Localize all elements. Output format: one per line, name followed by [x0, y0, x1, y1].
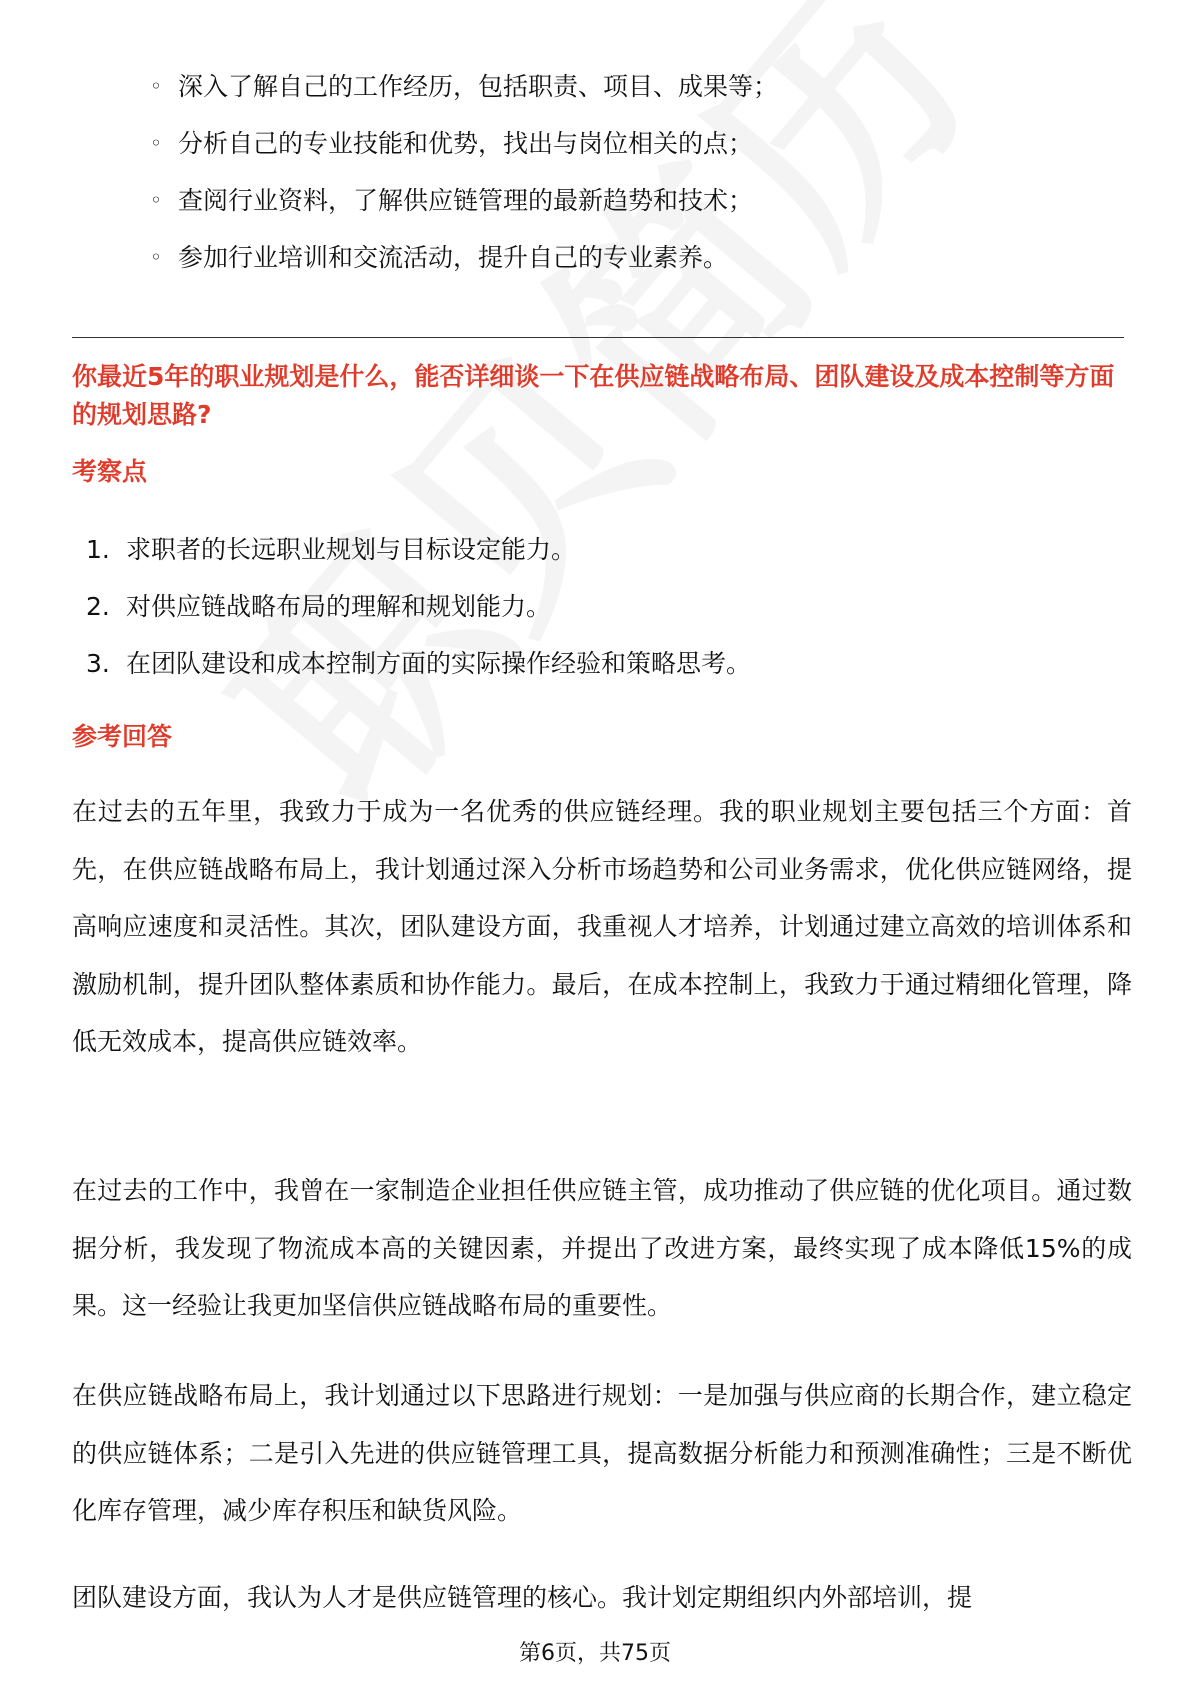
answer-paragraph: 在过去的工作中，我曾在一家制造企业担任供应链主管，成功推动了供应链的优化项目。通过数据分析，我发现了物流成本高的关键因素，并提出了改进方案，最终实现了成本降低15%的成果。这一经验让我更加坚信供应链战略布局的重要性。 [72, 1176, 1132, 1320]
bullet-item [150, 229, 778, 286]
focus-item-number: 2. [86, 592, 110, 621]
answer-paragraph: 在过去的五年里，我致力于成为一名优秀的供应链经理。我的职业规划主要包括三个方面：首先，在供应链战略布局上，我计划通过深入分析市场趋势和公司业务需求，优化供应链网络，提高响应速度和灵活性。其次，团队建设方面，我重视人才培养，计划通过建立高效的培训体系和激励机制，提升团队整体素质和协作能力。最后，在成本控制上，我致力于通过精细化管理，降低无效成本，提高供应链效率。 [72, 797, 1132, 1056]
bullet-item [150, 172, 778, 229]
answer-title: 参考回答 [72, 722, 173, 751]
focus-item-text: 求职者的长远职业规划与目标设定能力。 [126, 535, 577, 564]
focus-title: 考察点 [72, 457, 148, 486]
bullet-icon: ◦ [150, 245, 162, 269]
focus-item-number: 1. [86, 535, 110, 564]
question-heading: 你最近5年的职业规划是什么，能否详细谈一下在供应链战略布局、团队建设及成本控制等方面的规划思路? [72, 362, 1115, 429]
bullet-text: 分析自己的专业技能和优势，找出与岗位相关的点； [178, 129, 754, 158]
bullet-text: 深入了解自己的工作经历，包括职责、项目、成果等； [178, 72, 779, 101]
focus-item-text: 在团队建设和成本控制方面的实际操作经验和策略思考。 [126, 649, 752, 678]
focus-list [86, 521, 751, 692]
focus-item [86, 635, 751, 692]
focus-item [86, 521, 751, 578]
page-footer: 第6页，共75页 [519, 1641, 671, 1666]
bullet-item [150, 115, 778, 172]
bullet-icon: ◦ [150, 188, 162, 212]
section-divider [72, 337, 1124, 338]
focus-item-text: 对供应链战略布局的理解和规划能力。 [126, 592, 552, 621]
bullet-text: 参加行业培训和交流活动，提升自己的专业素养。 [178, 243, 729, 272]
bullet-list [150, 58, 778, 286]
bullet-text: 查阅行业资料，了解供应链管理的最新趋势和技术； [178, 186, 754, 215]
bullet-icon: ◦ [150, 74, 162, 98]
focus-item-number: 3. [86, 649, 110, 678]
focus-item [86, 578, 751, 635]
bullet-icon: ◦ [150, 131, 162, 155]
bullet-item [150, 58, 778, 115]
answer-paragraph: 在供应链战略布局上，我计划通过以下思路进行规划：一是加强与供应商的长期合作，建立稳定的供应链体系；二是引入先进的供应链管理工具，提高数据分析能力和预测准确性；三是不断优化库存管理，减少库存积压和缺货风险。 [72, 1381, 1132, 1525]
answer-paragraph: 团队建设方面，我认为人才是供应链管理的核心。我计划定期组织内外部培训，提 [72, 1583, 973, 1612]
